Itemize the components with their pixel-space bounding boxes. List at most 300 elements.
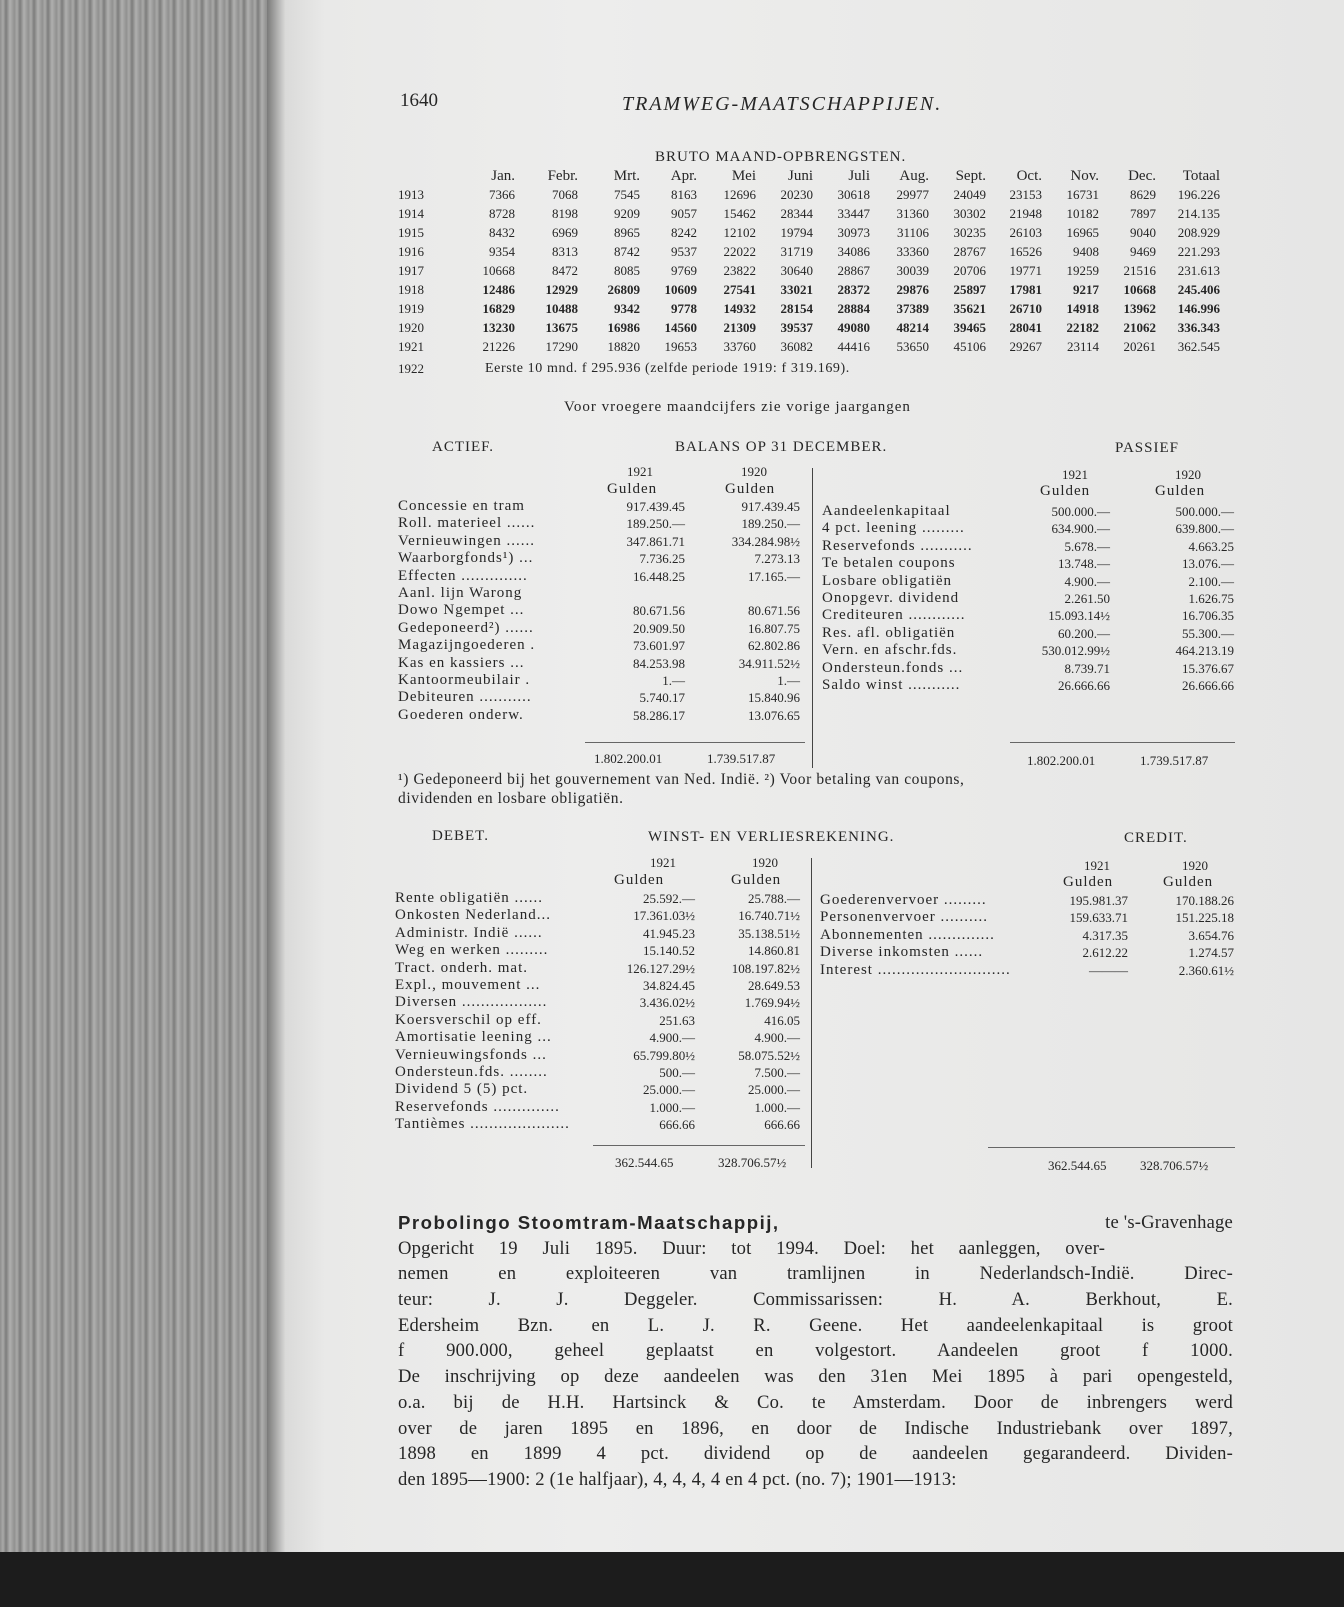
bruto-cell: 33360 <box>896 243 929 259</box>
bruto-cell: 16965 <box>1066 224 1099 240</box>
debet-value: 41.945.23 <box>643 925 695 941</box>
bruto-cell: 26710 <box>1009 300 1042 316</box>
bruto-cell: 20230 <box>780 186 813 202</box>
actief-item: Debiteuren ........... <box>398 689 532 706</box>
actief-unit-1920: Gulden <box>725 481 776 497</box>
bruto-cell: 36082 <box>780 338 813 354</box>
passief-item: Saldo winst ........... <box>822 676 961 693</box>
passief-value: 60.200.— <box>1058 625 1110 641</box>
actief-value: 34.911.52½ <box>738 655 800 671</box>
bruto-column-header: Totaal <box>1182 167 1220 184</box>
bruto-column-header: Aug. <box>899 167 929 184</box>
actief-value: 80.671.56 <box>633 603 685 619</box>
actief-item: Gedeponeerd²) ...... <box>398 619 534 636</box>
passief-item: Res. afl. obligatiën <box>822 624 956 641</box>
bruto-cell: 8163 <box>671 186 697 202</box>
passief-item: Vern. en afschr.fds. <box>822 642 958 659</box>
debet-value: 15.140.52 <box>643 943 695 959</box>
bruto-cell: 48214 <box>896 319 929 335</box>
debet-value: 108.197.82½ <box>731 960 800 976</box>
bruto-cell: 9469 <box>1130 243 1156 259</box>
balans-footnote <box>398 770 965 808</box>
credit-item: Goederenvervoer ......... <box>820 892 987 908</box>
bruto-cell: 13675 <box>545 319 578 335</box>
debet-unit-1920: Gulden <box>731 872 782 888</box>
bruto-cell: 21226 <box>482 338 515 354</box>
actief-total-1921: 1.802.200.01 <box>594 751 663 766</box>
debet-total-rule <box>593 1145 805 1146</box>
actief-unit-1921: Gulden <box>607 481 658 497</box>
bruto-cell: 20261 <box>1123 338 1156 354</box>
bruto-cell: 9057 <box>671 205 697 221</box>
credit-item: Interest ............................ <box>820 961 1011 978</box>
bruto-cell: 37389 <box>896 300 929 316</box>
bruto-year: 1918 <box>398 281 424 297</box>
actief-value: 5.740.17 <box>639 690 685 706</box>
bruto-year: 1921 <box>398 338 424 354</box>
passief-value: 4.900.— <box>1064 573 1110 589</box>
bruto-cell: 19794 <box>780 224 813 240</box>
bruto-cell: 8965 <box>614 224 640 240</box>
passief-value: 500.000.— <box>1051 504 1110 519</box>
company-text-line: Edersheim Bzn. en L. J. R. Geene. Het aandeelenkapitaal is groot <box>398 1314 1233 1336</box>
actief-value <box>585 585 685 602</box>
bruto-cell: 8242 <box>671 224 697 240</box>
passief-item: Aandeelenkapitaal <box>822 503 951 519</box>
bruto-cell: 17981 <box>1009 281 1042 297</box>
earlier-figures-note: Voor vroegere maandcijfers zie vorige jaargangen <box>564 399 911 415</box>
bruto-cell: 7545 <box>614 186 640 202</box>
bruto-cell: 208.929 <box>1177 224 1220 240</box>
debet-value: 416.05 <box>764 1012 800 1028</box>
bruto-year: 1920 <box>398 319 424 335</box>
credit-unit-1920: Gulden <box>1163 874 1214 890</box>
bruto-cell: 30039 <box>896 262 929 278</box>
debet-value: 25.000.— <box>643 1082 695 1098</box>
bruto-year: 1914 <box>398 205 424 221</box>
bruto-cell: 28884 <box>837 300 870 316</box>
company-text-line: f 900.000, geheel geplaatst en volgestort. Aandeelen groot f 1000. <box>398 1340 1233 1362</box>
passief-item: Losbare obligatiën <box>822 572 953 589</box>
bruto-cell: 12102 <box>723 224 756 240</box>
balans-divider <box>812 468 813 768</box>
debet-value: 1.000.— <box>754 1099 800 1115</box>
credit-value: 4.317.35 <box>1082 927 1128 943</box>
bruto-cell: 29267 <box>1009 338 1042 354</box>
bruto-cell: 45106 <box>953 338 986 354</box>
bruto-column-header: Mei <box>731 167 756 184</box>
passief-item: Crediteuren ............ <box>822 607 966 624</box>
bruto-cell: 19653 <box>664 338 697 354</box>
credit-item: Abonnementen .............. <box>820 926 995 943</box>
balans-title: BALANS OP 31 DECEMBER. <box>675 439 888 455</box>
passief-value: 16.706.35 <box>1182 608 1234 624</box>
bruto-cell: 21516 <box>1123 262 1156 278</box>
bruto-cell: 31360 <box>896 205 929 221</box>
actief-label: ACTIEF. <box>432 439 495 455</box>
debet-value: 666.66 <box>764 1117 800 1133</box>
debet-value: 7.500.— <box>754 1064 800 1080</box>
debet-values-1921 <box>593 890 695 1133</box>
debet-value: 3.436.02½ <box>639 995 695 1011</box>
bruto-cell: 362.545 <box>1177 338 1220 354</box>
bruto-cell: 22022 <box>723 243 756 259</box>
company-text-line: De inschrijving op deze aandeelen was den 31en Mei 1895 à pari opengesteld, <box>398 1366 1233 1388</box>
credit-item: Personenvervoer .......... <box>820 909 989 926</box>
debet-value: 25.788.— <box>748 891 800 906</box>
bruto-cell: 12486 <box>482 281 515 297</box>
passief-value: 13.748.— <box>1058 556 1110 572</box>
bruto-cell: 30302 <box>953 205 986 221</box>
bruto-row <box>398 185 1220 204</box>
actief-values-1920 <box>700 498 800 724</box>
passief-year-1920: 1920 <box>1175 467 1201 482</box>
bruto-cell: 33760 <box>723 338 756 354</box>
bruto-year: 1916 <box>398 243 424 259</box>
bruto-cell: 231.613 <box>1177 262 1220 278</box>
actief-item: Dowo Ngempet ... <box>398 602 525 619</box>
bruto-cell: 33447 <box>837 205 870 221</box>
actief-value <box>700 585 800 602</box>
actief-value: 7.273.13 <box>754 551 800 567</box>
book-page-edges <box>0 0 285 1607</box>
company-text-line: den 1895—1900: 2 (1e halfjaar), 4, 4, 4, 4 en 4 pct. (no. 7); 1901—1913: <box>398 1468 957 1490</box>
bruto-cell: 28154 <box>780 300 813 316</box>
bruto-cell: 28344 <box>780 205 813 221</box>
debet-value: 14.860.81 <box>748 943 800 959</box>
bruto-cell: 8472 <box>552 262 578 278</box>
company-location: te 's-Gravenhage <box>1105 1212 1233 1233</box>
actief-values-1921 <box>585 498 685 724</box>
credit-total-1920: 328.706.57½ <box>1140 1158 1209 1173</box>
company-text-line: o.a. bij de H.H. Hartsinck & Co. te Amsterdam. Door de inbrengers werd <box>398 1391 1233 1413</box>
actief-value: 917.439.45 <box>626 499 685 514</box>
year-1922: 1922 <box>398 361 424 376</box>
passief-value: 4.663.25 <box>1188 538 1234 554</box>
bruto-cell: 27541 <box>723 281 756 297</box>
actief-value: 189.250.— <box>741 516 800 532</box>
bruto-cell: 10609 <box>664 281 697 297</box>
debet-value: 35.138.51½ <box>738 925 800 941</box>
bruto-row <box>398 204 1220 223</box>
bruto-cell: 44416 <box>837 338 870 354</box>
footnote-line-2: dividenden en losbare obligatiën. <box>398 790 624 807</box>
debet-value: 666.66 <box>659 1117 695 1133</box>
passief-total-rule <box>1010 742 1235 743</box>
credit-value: 170.188.26 <box>1175 893 1234 908</box>
passief-values-1921 <box>1010 503 1110 694</box>
passief-value: 8.739.71 <box>1064 660 1110 676</box>
credit-year-1920: 1920 <box>1182 858 1208 873</box>
bruto-cell: 19259 <box>1066 262 1099 278</box>
bruto-row <box>398 242 1220 261</box>
bruto-cell: 15462 <box>723 205 756 221</box>
debet-item: Vernieuwingsfonds ... <box>395 1046 547 1063</box>
actief-year-1921: 1921 <box>627 464 653 479</box>
bruto-cell: 9209 <box>614 205 640 221</box>
bruto-cell: 8432 <box>489 224 515 240</box>
debet-value: 126.127.29½ <box>626 960 695 976</box>
actief-value: 84.253.98 <box>633 655 685 671</box>
bruto-cell: 8629 <box>1130 186 1156 202</box>
bruto-cell: 9408 <box>1073 243 1099 259</box>
debet-value: 65.799.80½ <box>633 1047 695 1063</box>
bruto-cell: 16986 <box>607 319 640 335</box>
bruto-cell: 16526 <box>1009 243 1042 259</box>
bruto-year: 1913 <box>398 186 424 202</box>
bruto-cell: 18820 <box>607 338 640 354</box>
bruto-cell: 14932 <box>723 300 756 316</box>
bruto-cell: 30235 <box>953 224 986 240</box>
bruto-cell: 30640 <box>780 262 813 278</box>
bruto-cell: 25897 <box>953 281 986 297</box>
bruto-table <box>398 167 1220 356</box>
debet-item: Weg en werken ......... <box>395 942 549 959</box>
bruto-cell: 21948 <box>1009 205 1042 221</box>
passief-unit-1921: Gulden <box>1040 483 1091 499</box>
bruto-cell: 30618 <box>837 186 870 202</box>
debet-item: Amortisatie leening ... <box>395 1029 552 1046</box>
debet-value: 1.769.94½ <box>744 995 800 1011</box>
scan-background <box>0 1552 1344 1607</box>
bruto-cell: 336.343 <box>1177 319 1220 335</box>
company-text-line: nemen en exploiteeren van tramlijnen in Nederlandsch-Indië. Direc- <box>398 1263 1233 1285</box>
running-title: TRAMWEG-MAATSCHAPPIJEN. <box>622 93 943 115</box>
debet-value: 28.649.53 <box>748 977 800 993</box>
actief-value: 917.439.45 <box>741 499 800 514</box>
debet-label: DEBET. <box>432 828 489 844</box>
bruto-cell: 39537 <box>780 319 813 335</box>
actief-value: 347.861.71 <box>626 533 685 549</box>
bruto-column-header: Febr. <box>547 167 578 184</box>
bruto-column-header: Oct. <box>1016 167 1042 184</box>
credit-value: 2.360.61½ <box>1178 962 1234 978</box>
actief-value: 1.— <box>777 672 800 688</box>
debet-item: Reservefonds .............. <box>395 1098 560 1115</box>
passief-value: 13.076.— <box>1182 556 1234 572</box>
bruto-year: 1917 <box>398 262 424 278</box>
bruto-cell: 31719 <box>780 243 813 259</box>
actief-year-1920: 1920 <box>741 464 767 479</box>
actief-item: Kas en kassiers ... <box>398 654 525 671</box>
passief-unit-1920: Gulden <box>1155 483 1206 499</box>
bruto-cell: 7897 <box>1130 205 1156 221</box>
actief-value: 80.671.56 <box>748 603 800 619</box>
bruto-cell: 29876 <box>896 281 929 297</box>
bruto-cell: 8085 <box>614 262 640 278</box>
bruto-cell: 19771 <box>1009 262 1042 278</box>
debet-items <box>395 890 570 1133</box>
passief-value: 26.666.66 <box>1058 677 1110 693</box>
bruto-column-header: Mrt. <box>613 167 640 184</box>
debet-item: Diversen .................. <box>395 994 548 1011</box>
bruto-cell: 28767 <box>953 243 986 259</box>
passief-value: 2.100.— <box>1188 573 1234 589</box>
passief-value: 2.261.50 <box>1064 590 1110 606</box>
bruto-cell: 49080 <box>837 319 870 335</box>
bruto-cell: 21309 <box>723 319 756 335</box>
debet-item: Koersverschil op eff. <box>395 1011 542 1028</box>
debet-total-1921: 362.544.65 <box>615 1155 674 1170</box>
passief-value: 634.900.— <box>1051 521 1110 537</box>
debet-item: Tantièmes ..................... <box>395 1116 570 1133</box>
bruto-title: BRUTO MAAND-OPBRENGSTEN. <box>655 149 907 165</box>
credit-value: 151.225.18 <box>1175 910 1234 926</box>
bruto-column-header: Jan. <box>491 167 515 184</box>
note-1922: Eerste 10 mnd. f 295.936 (zelfde periode 1919: f 319.169). <box>485 361 850 376</box>
actief-total-rule <box>585 742 805 743</box>
actief-item: Goederen onderw. <box>398 706 524 723</box>
passief-item: Te betalen coupons <box>822 555 956 572</box>
bruto-cell: 9040 <box>1130 224 1156 240</box>
debet-year-1921: 1921 <box>650 855 676 870</box>
bruto-column-header: Sept. <box>955 167 986 184</box>
passief-value: 464.213.19 <box>1175 643 1234 659</box>
bruto-cell: 7068 <box>552 186 578 202</box>
debet-value: 1.000.— <box>649 1099 695 1115</box>
debet-item: Administr. Indië ...... <box>395 924 543 941</box>
actief-value: 1.— <box>662 672 685 688</box>
actief-item: Kantoormeubilair . <box>398 671 531 688</box>
passief-value: 500.000.— <box>1175 504 1234 519</box>
bruto-cell: 14918 <box>1066 300 1099 316</box>
actief-item: Waarborgfonds¹) ... <box>398 550 534 567</box>
bruto-cell: 146.996 <box>1177 300 1220 316</box>
bruto-cell: 29977 <box>896 186 929 202</box>
bruto-row <box>398 318 1220 337</box>
debet-item: Tract. onderh. mat. <box>395 959 529 976</box>
bruto-cell: 28372 <box>837 281 870 297</box>
bruto-column-header: Apr. <box>670 167 697 184</box>
bruto-cell: 13230 <box>482 319 515 335</box>
debet-year-1920: 1920 <box>752 855 778 870</box>
actief-value: 334.284.98½ <box>731 533 800 549</box>
passief-value: 15.376.67 <box>1182 660 1234 676</box>
bruto-year: 1915 <box>398 224 424 240</box>
bruto-cell: 214.135 <box>1177 205 1220 221</box>
actief-value: 13.076.65 <box>748 707 800 723</box>
bruto-cell: 10668 <box>482 262 515 278</box>
passief-total-1921: 1.802.200.01 <box>1027 753 1096 768</box>
debet-item: Onkosten Nederland... <box>395 907 551 924</box>
bruto-cell: 8313 <box>552 243 578 259</box>
company-text-line: 1898 en 1899 4 pct. dividend op de aandeelen gegarandeerd. Dividen- <box>398 1443 1233 1465</box>
debet-value: 25.592.— <box>643 891 695 906</box>
debet-value: 251.63 <box>659 1012 695 1028</box>
bruto-cell: 31106 <box>896 224 929 240</box>
passief-item: Ondersteun.fonds ... <box>822 659 964 676</box>
credit-label: CREDIT. <box>1124 830 1188 846</box>
credit-values-1920 <box>1130 892 1234 979</box>
credit-value: 3.654.76 <box>1188 927 1234 943</box>
actief-value: 16.807.75 <box>748 620 800 636</box>
bruto-cell: 9778 <box>671 300 697 316</box>
debet-value: 34.824.45 <box>643 977 695 993</box>
bruto-year: 1919 <box>398 300 424 316</box>
debet-value: 58.075.52½ <box>738 1047 800 1063</box>
company-name: Probolingo Stoomtram-Maatschappij, <box>398 1212 780 1233</box>
actief-value: 15.840.96 <box>748 690 800 706</box>
debet-value: 4.900.— <box>649 1030 695 1046</box>
bruto-cell: 10668 <box>1123 281 1156 297</box>
bruto-cell: 7366 <box>489 186 515 202</box>
bruto-cell: 8742 <box>614 243 640 259</box>
passief-value: 15.093.14½ <box>1048 608 1110 624</box>
bruto-column-header: Juli <box>848 167 870 184</box>
credit-item: Diverse inkomsten ...... <box>820 944 984 961</box>
credit-value: 2.612.22 <box>1082 945 1128 961</box>
passief-item: Reservefonds ........... <box>822 537 973 554</box>
bruto-cell: 39465 <box>953 319 986 335</box>
debet-value: 17.361.03½ <box>633 908 695 924</box>
debet-value: 500.— <box>659 1064 695 1080</box>
bruto-cell: 20706 <box>953 262 986 278</box>
bruto-cell: 245.406 <box>1177 281 1220 297</box>
passief-value: 55.300.— <box>1182 625 1234 641</box>
bruto-cell: 14560 <box>664 319 697 335</box>
actief-item: Aanl. lijn Warong <box>398 584 523 601</box>
credit-value: 195.981.37 <box>1069 893 1128 908</box>
winst-divider <box>811 858 812 1168</box>
debet-value: 25.000.— <box>748 1082 800 1098</box>
bruto-cell: 9342 <box>614 300 640 316</box>
actief-value: 73.601.97 <box>633 638 685 654</box>
bruto-cell: 10182 <box>1066 205 1099 221</box>
actief-value: 17.165.— <box>748 568 800 584</box>
debet-value: 16.740.71½ <box>738 908 800 924</box>
debet-item: Expl., mouvement ... <box>395 976 541 993</box>
actief-value: 58.286.17 <box>633 707 685 723</box>
bruto-cell: 33021 <box>780 281 813 297</box>
debet-values-1920 <box>700 890 800 1133</box>
actief-item: Effecten .............. <box>398 567 528 584</box>
debet-value: 4.900.— <box>754 1030 800 1046</box>
bruto-cell: 13962 <box>1123 300 1156 316</box>
bruto-cell: 23114 <box>1066 338 1099 354</box>
bruto-cell: 21062 <box>1123 319 1156 335</box>
bruto-cell: 28041 <box>1009 319 1042 335</box>
bruto-cell: 23153 <box>1009 186 1042 202</box>
company-description <box>398 1210 1233 1493</box>
actief-value: 20.909.50 <box>633 620 685 636</box>
debet-unit-1921: Gulden <box>614 872 665 888</box>
bruto-cell: 221.293 <box>1177 243 1220 259</box>
bruto-cell: 26809 <box>607 281 640 297</box>
passief-total-1920: 1.739.517.87 <box>1140 753 1209 768</box>
actief-items <box>398 498 535 724</box>
actief-item: Roll. materieel ...... <box>398 515 536 532</box>
bruto-cell: 16731 <box>1066 186 1099 202</box>
credit-value: 159.633.71 <box>1069 910 1128 926</box>
actief-item: Concessie en tram <box>398 498 525 514</box>
bruto-row <box>398 280 1220 299</box>
passief-value: 639.800.— <box>1175 521 1234 537</box>
debet-item: Dividend 5 (5) pct. <box>395 1081 529 1098</box>
bruto-row <box>398 223 1220 242</box>
bruto-cell: 16829 <box>482 300 515 316</box>
bruto-cell: 8728 <box>489 205 515 221</box>
bruto-cell: 23822 <box>723 262 756 278</box>
bruto-cell: 35621 <box>953 300 986 316</box>
actief-total-1920: 1.739.517.87 <box>707 751 776 766</box>
passief-value: 530.012.99½ <box>1041 643 1110 659</box>
passief-value: 26.666.66 <box>1182 677 1234 693</box>
credit-items <box>820 892 1011 979</box>
company-text-line: Opgericht 19 Juli 1895. Duur: tot 1994. Doel: het aanleggen, over- <box>398 1237 1106 1259</box>
actief-item: Vernieuwingen ...... <box>398 532 536 549</box>
bruto-cell: 26103 <box>1009 224 1042 240</box>
bruto-row <box>398 337 1220 356</box>
